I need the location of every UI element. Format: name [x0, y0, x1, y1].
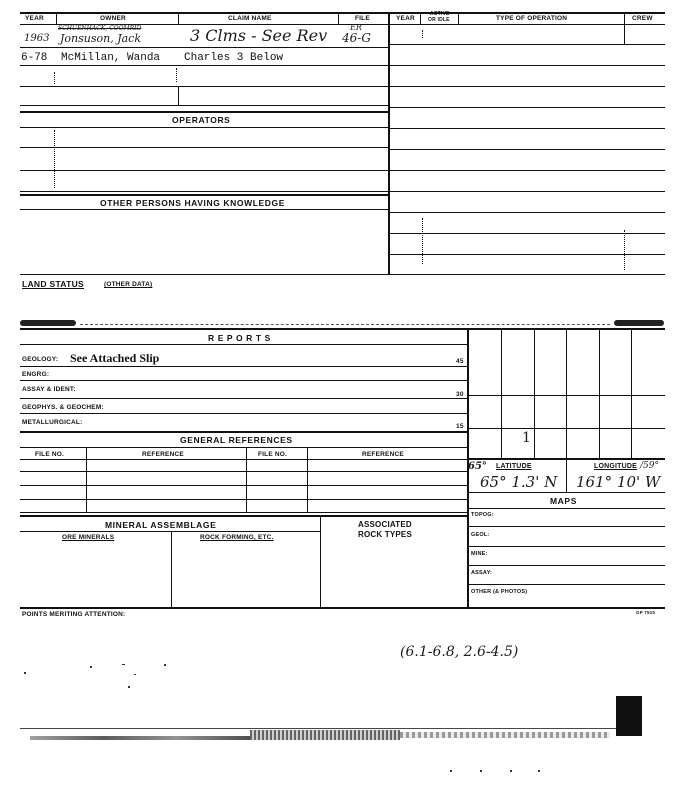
assay-ident-label: ASSAY & IDENT: — [22, 386, 76, 393]
longitude-value: 161° 10' W — [576, 473, 661, 491]
maps-geol: GEOL: — [471, 532, 490, 538]
scan-artifact-band — [20, 712, 660, 752]
col-file-no-2: FILE NO. — [258, 451, 288, 458]
ore-minerals-label: ORE MINERALS — [62, 534, 115, 541]
header-claim-name: CLAIM NAME — [228, 15, 272, 22]
associated-line2: ROCK TYPES — [358, 530, 413, 539]
header-crew: CREW — [632, 15, 653, 22]
handwritten-range-note: (6.1-6.8, 2.6-4.5) — [400, 644, 519, 660]
grid-mark: 1 — [522, 430, 531, 446]
header-or-idle: OR IDLE — [428, 17, 450, 23]
geophys-geochem-label: GEOPHYS. & GEOCHEM: — [22, 404, 104, 411]
metallurgical-label: METALLURGICAL: — [22, 419, 83, 426]
scan-smear-right — [614, 320, 664, 326]
col-reference: REFERENCE — [142, 451, 184, 458]
header-file: FILE — [355, 15, 370, 22]
header-active: ACTIVE — [430, 11, 450, 17]
maps-topog: TOPOG: — [471, 512, 494, 518]
scan-speckles — [24, 660, 224, 700]
land-status-subtitle: (OTHER DATA) — [104, 281, 153, 288]
row1-file-top: ER — [350, 23, 362, 32]
row1-owner: Jonsuson, Jack — [60, 32, 141, 45]
longitude-suffix: /59° — [640, 461, 659, 471]
number-30: 30 — [456, 391, 464, 398]
header-type-of-operation: TYPE OF OPERATION — [496, 15, 568, 22]
row1-owner-struck: SCHUENHACK, COOMRID — [58, 25, 142, 32]
reports-title: R E P O R T S — [208, 333, 271, 343]
points-meriting-attention: POINTS MERITING ATTENTION: — [22, 611, 126, 618]
maps-mine: MINE: — [471, 551, 488, 557]
header-year-2: YEAR — [396, 15, 415, 22]
rock-forming-label: ROCK FORMING, ETC. — [200, 534, 274, 541]
general-references-title: GENERAL REFERENCES — [180, 435, 293, 445]
row1-file: 46-G — [342, 31, 371, 45]
header-owner: OWNER — [100, 15, 126, 22]
col-file-no: FILE NO. — [35, 451, 65, 458]
form-number: GP 7515 — [636, 610, 656, 615]
maps-other: OTHER (& PHOTOS) — [471, 589, 528, 595]
row2-claim: Charles 3 Below — [184, 52, 284, 64]
maps-title: MAPS — [550, 496, 577, 506]
latitude-value: 65° 1.3' N — [480, 473, 558, 491]
geology-label: GEOLOGY: — [22, 356, 59, 363]
longitude-label: LONGITUDE — [594, 463, 638, 470]
geology-value: See Attached Slip — [70, 351, 160, 365]
latitude-label: LATITUDE — [496, 463, 532, 470]
row1-year: 1963 — [24, 33, 50, 44]
engrg-label: ENGRG: — [22, 371, 50, 378]
number-45: 45 — [456, 358, 464, 365]
row2-year: 6-78 — [21, 52, 48, 64]
mineral-assemblage-title: MINERAL ASSEMBLAGE — [105, 520, 217, 530]
number-15: 15 — [456, 423, 464, 430]
row2-owner: McMillan, Wanda — [61, 52, 161, 64]
associated-line1: ASSOCIATED — [358, 520, 412, 529]
col-reference-2: REFERENCE — [362, 451, 404, 458]
row1-claim: 3 Clms - See Rev — [190, 26, 328, 45]
scan-smear-left — [20, 320, 76, 326]
maps-assay: ASSAY: — [471, 570, 493, 576]
operators-title: OPERATORS — [172, 115, 231, 125]
header-year: YEAR — [25, 15, 44, 22]
other-persons-title: OTHER PERSONS HAVING KNOWLEDGE — [100, 198, 286, 208]
latitude-prefix: 65° — [468, 461, 487, 472]
land-status-title: LAND STATUS — [22, 279, 85, 289]
bottom-dots — [450, 770, 570, 774]
